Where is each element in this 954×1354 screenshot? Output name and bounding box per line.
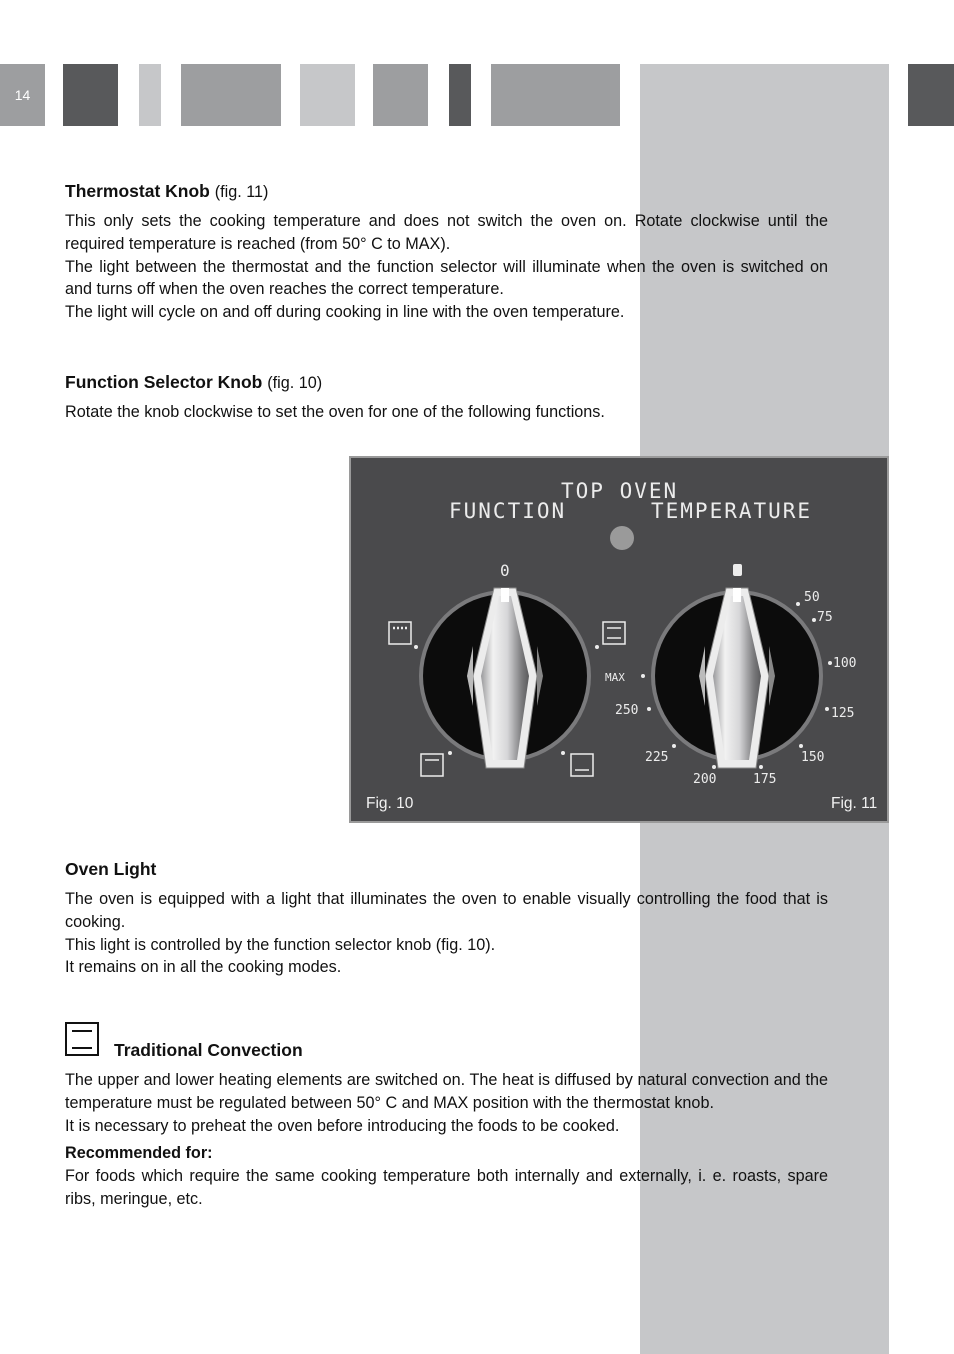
function-selector-body (65, 401, 828, 424)
traditional-convection-icon (65, 1022, 99, 1056)
paragraph: It is necessary to preheat the oven before introducing the foods to be cooked. (65, 1116, 620, 1135)
traditional-convection-title: Traditional Convection (114, 1040, 303, 1060)
header-block (63, 64, 118, 126)
traditional-convection-heading (114, 1040, 303, 1061)
recommended-label: Recommended for: (65, 1144, 213, 1163)
oven-light-heading (65, 859, 156, 880)
temp-tick-label: MAX (605, 671, 625, 684)
temp-tick-label: 50 (804, 590, 820, 605)
temp-tick-label: 200 (693, 772, 717, 787)
header-block (373, 64, 428, 126)
temp-tick-label: 225 (645, 750, 669, 765)
control-panel-illustration (349, 456, 889, 823)
indicator-light (610, 526, 634, 550)
oven-light-title: Oven Light (65, 859, 157, 879)
header-block (908, 64, 954, 126)
header-block (491, 64, 620, 126)
thermostat-fig-ref: (fig. 11) (214, 183, 269, 201)
page-number: 14 (0, 64, 45, 126)
control-panel-figure (349, 456, 889, 823)
recommended-text: For foods which require the same cooking temperature both internally and externally, i. e. roasts, spare ribs, meringue, etc. (65, 1167, 828, 1208)
function-selector-heading (65, 372, 322, 393)
function-label: FUNCTION (449, 499, 567, 523)
temp-tick-label: 125 (831, 706, 855, 721)
oven-light-body (65, 888, 828, 979)
header-block (139, 64, 161, 126)
header-block (300, 64, 355, 126)
header-block (181, 64, 281, 126)
paragraph: The light between the thermostat and the function selector will illuminate when the oven is switched on and turns off when the oven reaches the correct temperature. (65, 257, 828, 299)
thermostat-title: Thermostat Knob (65, 181, 210, 201)
function-selector-fig-ref: (fig. 10) (267, 374, 323, 392)
paragraph: It remains on in all the cooking modes. (65, 958, 342, 977)
traditional-convection-body (65, 1069, 828, 1211)
fig-11-label: Fig. 11 (831, 795, 878, 812)
temp-tick-label: 100 (833, 656, 857, 671)
temp-tick-label: 250 (615, 703, 639, 718)
off-marker (733, 564, 742, 576)
panel-title: TOP OVEN (561, 479, 679, 503)
function-selector-title: Function Selector Knob (65, 372, 263, 392)
temp-tick-label: 150 (801, 750, 825, 765)
paragraph: The oven is equipped with a light that illuminates the oven to enable visually controlling the food that is cooking. (65, 890, 828, 931)
function-zero-label: 0 (500, 561, 510, 580)
paragraph: The upper and lower heating elements are switched on. The heat is diffused by natural convection and the temperature must be regulated between 50° C and MAX position with the thermostat knob. (65, 1071, 828, 1112)
paragraph: This light is controlled by the function selector knob (fig. 10). (65, 935, 496, 954)
temp-tick-label: 75 (817, 610, 833, 625)
thermostat-body (65, 210, 828, 324)
temperature-label: TEMPERATURE (651, 499, 813, 523)
paragraph: This only sets the cooking temperature and does not switch the oven on. Rotate clockwise until the required temperature is reached (from 50° C to MAX). (65, 212, 828, 253)
thermostat-heading (65, 181, 268, 202)
paragraph: Rotate the knob clockwise to set the oven for one of the following functions. (65, 403, 605, 421)
header-block (449, 64, 471, 126)
paragraph: The light will cycle on and off during cooking in line with the oven temperature. (65, 303, 625, 322)
fig-10-label: Fig. 10 (366, 795, 414, 812)
temp-tick-label: 175 (753, 772, 777, 787)
